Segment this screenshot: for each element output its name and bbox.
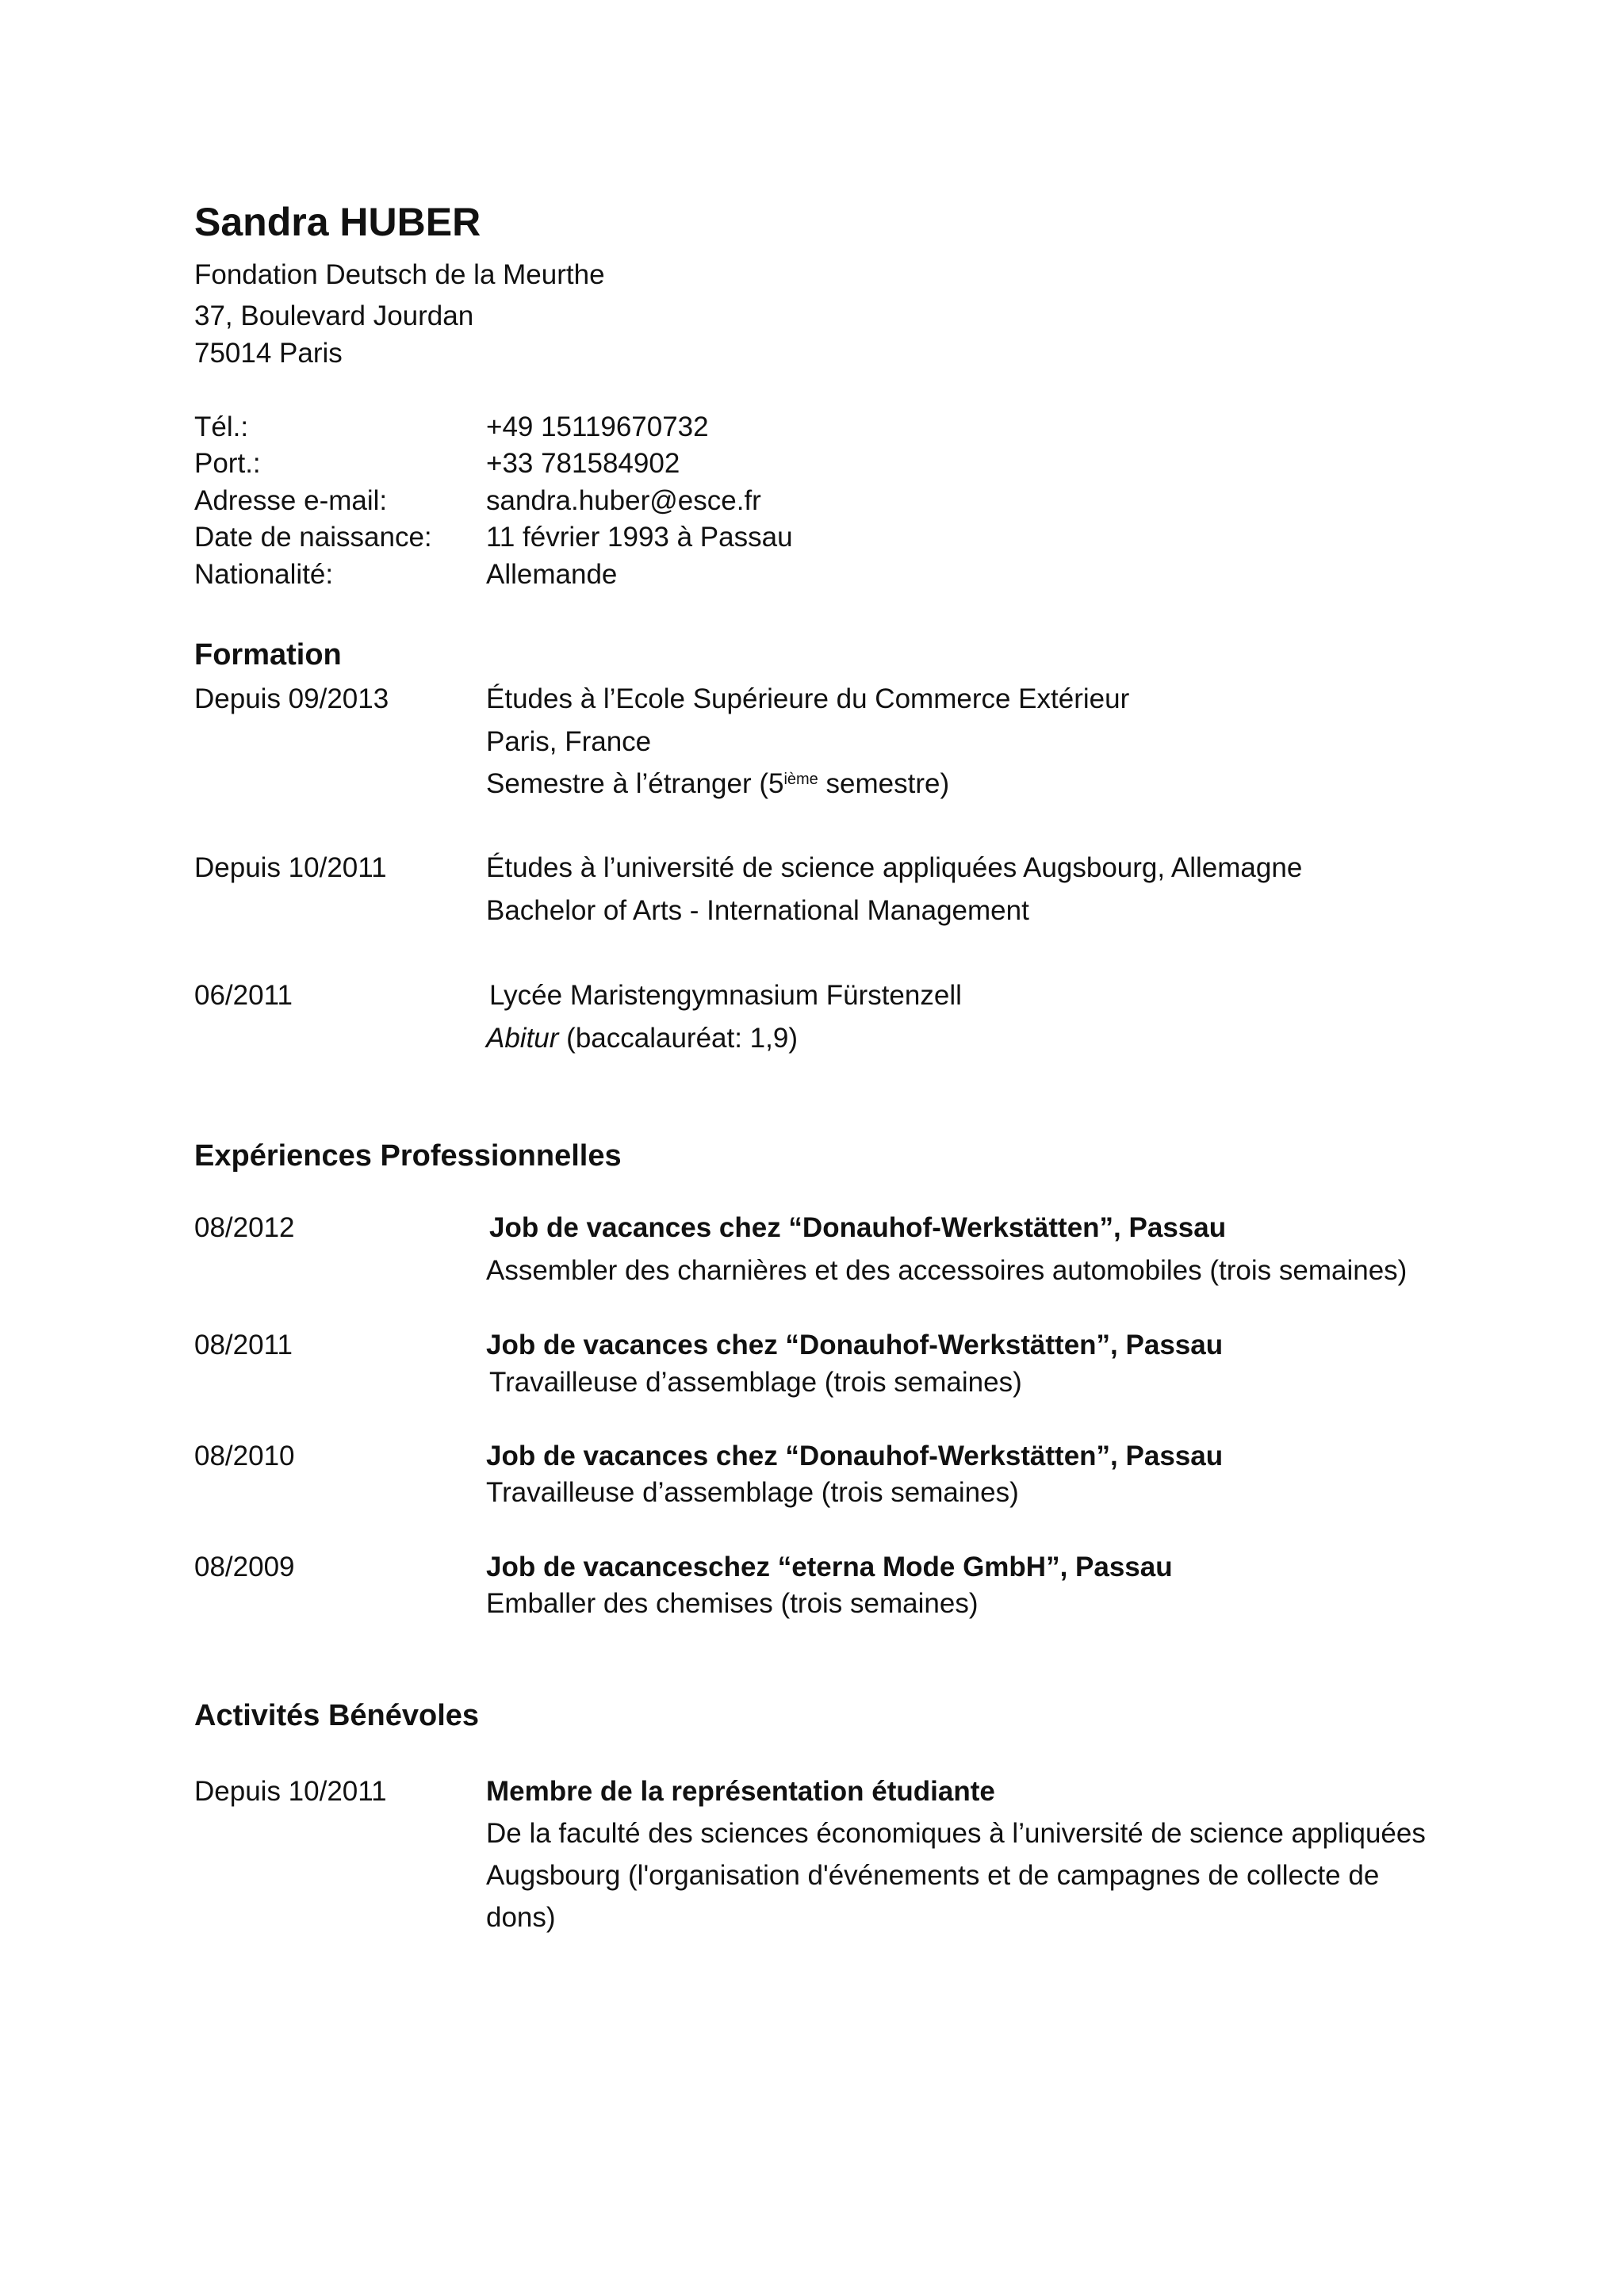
section-title-formation: Formation: [194, 638, 342, 672]
experience-title: Job de vacances chez “Donauhof-Werkstätten”, Passau: [489, 1212, 1227, 1243]
formation-date: Depuis 09/2013: [194, 683, 389, 714]
contact-label-birth: Date de naissance:: [194, 522, 432, 553]
experience-title: Job de vacances chez “Donauhof-Werkstätten”, Passau: [486, 1330, 1224, 1360]
formation-line-abitur: Abitur (baccalauréat: 1,9): [486, 1023, 798, 1054]
formation-date: 06/2011: [194, 980, 293, 1011]
contact-label-nationality: Nationalité:: [194, 559, 334, 590]
experience-date: 08/2011: [194, 1330, 293, 1360]
benevole-title: Membre de la représentation étudiante: [486, 1776, 995, 1807]
formation-line: Lycée Maristengymnasium Fürstenzell: [489, 980, 962, 1011]
address-line-1: Fondation Deutsch de la Meurthe: [194, 259, 605, 290]
contact-value-email: sandra.huber@esce.fr: [486, 485, 761, 516]
address-line-2: 37, Boulevard Jourdan: [194, 300, 474, 331]
contact-label-email: Adresse e-mail:: [194, 485, 388, 516]
experience-date: 08/2012: [194, 1212, 295, 1243]
formation-line: Études à l’Ecole Supérieure du Commerce Extérieur: [486, 683, 1130, 714]
contact-label-phone: Tél.:: [194, 411, 249, 442]
contact-label-mobile: Port.:: [194, 448, 261, 479]
contact-value-phone: +49 15119670732: [486, 411, 709, 442]
contact-value-birth: 11 février 1993 à Passau: [486, 522, 793, 553]
experience-desc: Travailleuse d’assemblage (trois semaines): [489, 1367, 1022, 1398]
benevole-date: Depuis 10/2011: [194, 1776, 387, 1807]
candidate-name: Sandra HUBER: [194, 200, 481, 244]
experience-desc: Assembler des charnières et des accessoires automobiles (trois semaines): [486, 1255, 1408, 1286]
formation-line: Bachelor of Arts - International Management: [486, 895, 1029, 926]
experience-desc: Emballer des chemises (trois semaines): [486, 1588, 979, 1619]
experience-desc: Travailleuse d’assemblage (trois semaines): [486, 1477, 1019, 1508]
benevole-line: dons): [486, 1902, 556, 1933]
section-title-experiences: Expériences Professionnelles: [194, 1139, 622, 1173]
formation-line: Études à l’université de science appliquées Augsbourg, Allemagne: [486, 852, 1303, 883]
contact-value-mobile: +33 781584902: [486, 448, 680, 479]
address-line-3: 75014 Paris: [194, 338, 343, 369]
experience-date: 08/2009: [194, 1552, 295, 1582]
benevole-line: Augsbourg (l'organisation d'événements et de campagnes de collecte de: [486, 1860, 1380, 1891]
formation-line: Paris, France: [486, 726, 652, 757]
experience-title: Job de vacances chez “Donauhof-Werkstätten”, Passau: [486, 1441, 1224, 1471]
benevole-line: De la faculté des sciences économiques à l’université de science appliquées: [486, 1818, 1426, 1849]
section-title-benevoles: Activités Bénévoles: [194, 1699, 480, 1732]
experience-title: Job de vacanceschez “eterna Mode GmbH”, Passau: [486, 1552, 1173, 1582]
experience-date: 08/2010: [194, 1441, 295, 1471]
superscript-ordinal: ième: [783, 771, 818, 788]
formation-date: Depuis 10/2011: [194, 852, 387, 883]
contact-value-nationality: Allemande: [486, 559, 618, 590]
formation-line-semester: Semestre à l’étranger (5ième semestre): [486, 768, 950, 799]
